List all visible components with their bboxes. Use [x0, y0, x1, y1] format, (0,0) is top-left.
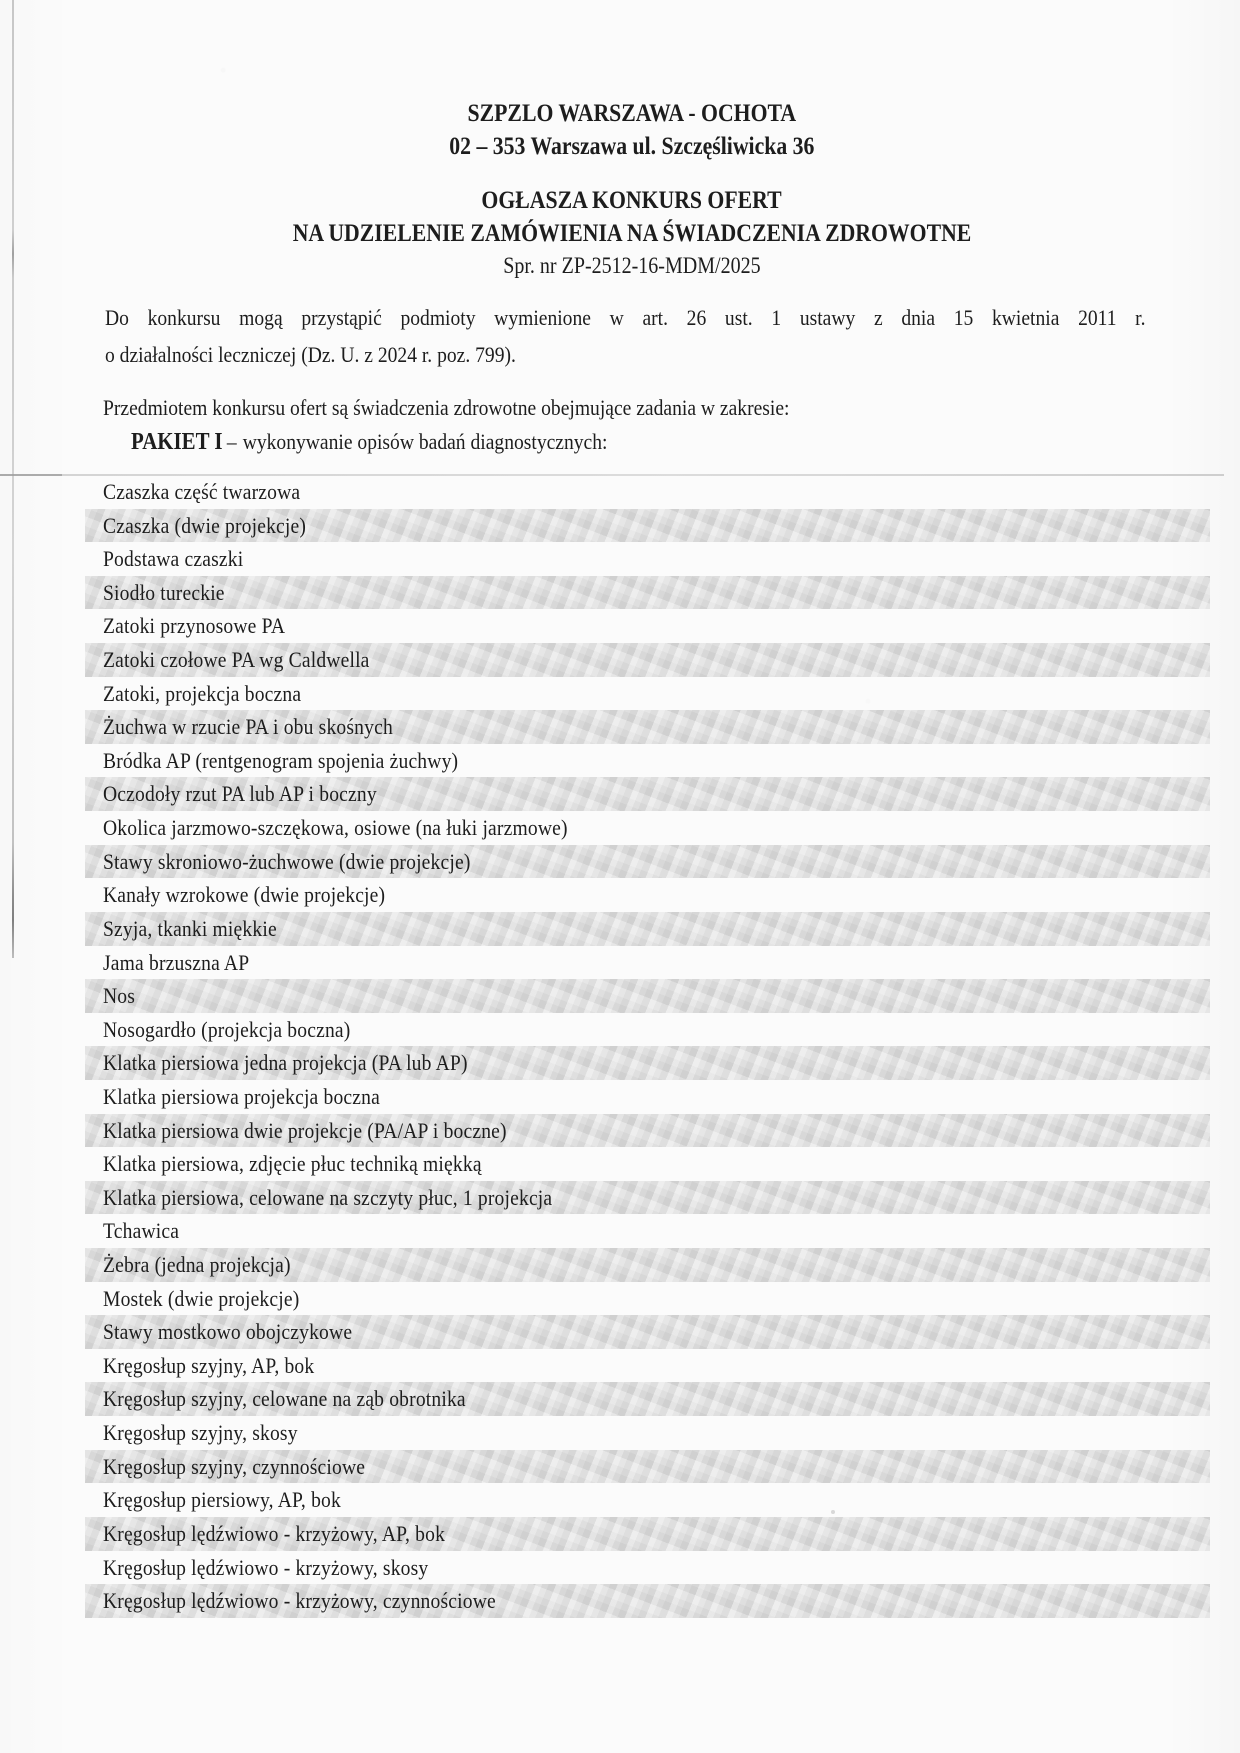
announcement-title: OGŁASZA KONKURS OFERT	[481, 187, 783, 214]
package-description: wykonywanie opisów badań diagnostycznych:	[242, 429, 608, 454]
procedure-label: Kręgosłup szyjny, celowane na ząb obrotnika	[103, 1386, 466, 1412]
intro-line-1: Do konkursu mogą przystąpić podmioty wymienione w art. 26 ust. 1 ustawy z dnia 15 kwietnia 2011 r.	[105, 305, 1146, 330]
procedure-label: Kręgosłup lędźwiowo - krzyżowy, skosy	[103, 1554, 429, 1580]
procedure-label: Czaszka część twarzowa	[103, 479, 301, 504]
procedure-label: Kręgosłup piersiowy, AP, bok	[103, 1487, 341, 1513]
procedure-label: Jama brzuszna AP	[103, 949, 250, 975]
procedure-label: Klatka piersiowa projekcja boczna	[103, 1083, 380, 1109]
procedure-row	[85, 1551, 1210, 1585]
procedure-row	[85, 878, 1210, 912]
procedure-row	[85, 1214, 1210, 1248]
procedure-label: Nos	[103, 983, 136, 1009]
procedure-label: Stawy mostkowo obojczykowe	[103, 1319, 353, 1345]
procedure-label: Zatoki czołowe PA wg Caldwella	[103, 647, 370, 673]
procedure-label: Okolica jarzmowo-szczękowa, osiowe (na łuki jarzmowe)	[103, 815, 568, 841]
procedure-label: Żuchwa w rzucie PA i obu skośnych	[103, 714, 393, 740]
procedure-row	[85, 744, 1210, 778]
procedure-label: Klatka piersiowa, celowane na szczyty płuc, 1 projekcja	[103, 1184, 553, 1210]
package-separator: –	[226, 429, 237, 454]
procedure-label: Szyja, tkanki miękkie	[103, 915, 277, 941]
procedure-row	[85, 1013, 1210, 1047]
procedure-row	[85, 845, 1210, 879]
procedure-row	[85, 1382, 1210, 1416]
procedure-row	[85, 475, 1210, 509]
procedure-label: Klatka piersiowa jedna projekcja (PA lub AP)	[103, 1050, 468, 1076]
procedure-row	[85, 912, 1210, 946]
procedure-row	[85, 542, 1210, 576]
procedure-label: Oczodoły rzut PA lub AP i boczny	[103, 781, 377, 807]
procedure-row	[85, 1517, 1210, 1551]
procedure-row	[85, 1248, 1210, 1282]
procedure-row	[85, 1282, 1210, 1316]
procedure-row	[85, 979, 1210, 1013]
package-line	[131, 427, 679, 457]
procedure-row	[85, 1416, 1210, 1450]
document-header	[24, 97, 1240, 282]
procedure-label: Kręgosłup lędźwiowo - krzyżowy, AP, bok	[103, 1520, 446, 1546]
intro-line-2: o działalności leczniczej (Dz. U. z 2024 r. poz. 799).	[105, 342, 516, 367]
procedure-label: Zatoki, projekcja boczna	[103, 680, 302, 706]
subject-line: Przedmiotem konkursu ofert są świadczenia zdrowotne obejmujące zadania w zakresie:	[103, 395, 790, 420]
procedure-row	[85, 1483, 1210, 1517]
procedure-row	[85, 1349, 1210, 1383]
procedure-label: Kręgosłup szyjny, czynnościowe	[103, 1453, 366, 1479]
procedure-row	[85, 946, 1210, 980]
intro-paragraph	[105, 299, 1240, 373]
procedure-row	[85, 677, 1210, 711]
procedure-row	[85, 509, 1210, 543]
spacer	[24, 163, 1240, 184]
procedure-label: Bródka AP (rentgenogram spojenia żuchwy)	[103, 747, 459, 773]
procedure-row	[85, 643, 1210, 677]
procedure-label: Kręgosłup szyjny, AP, bok	[103, 1352, 315, 1378]
procedure-label: Żebra (jedna projekcja)	[103, 1252, 291, 1278]
procedure-label: Siodło tureckie	[103, 579, 225, 605]
procedure-label: Kręgosłup lędźwiowo - krzyżowy, czynnościowe	[103, 1588, 496, 1614]
intro-paragraph-text	[105, 299, 1146, 373]
procedure-row	[85, 1080, 1210, 1114]
procedure-label: Podstawa czaszki	[103, 546, 244, 572]
procedure-label: Czaszka (dwie projekcje)	[103, 512, 307, 538]
procedure-row	[85, 811, 1210, 845]
scan-artifact-vertical-line	[12, 0, 14, 958]
procedure-row	[85, 777, 1210, 811]
procedure-row	[85, 1450, 1210, 1484]
procedure-label: Klatka piersiowa, zdjęcie płuc techniką miękką	[103, 1151, 482, 1177]
procedure-label: Kanały wzrokowe (dwie projekcje)	[103, 882, 386, 908]
procedure-row	[85, 609, 1210, 643]
procedure-row	[85, 710, 1210, 744]
procedure-label: Stawy skroniowo-żuchwowe (dwie projekcje)	[103, 848, 471, 874]
package-name: PAKIET I	[131, 429, 223, 455]
procedure-label: Tchawica	[103, 1218, 180, 1244]
organization-name: SZPZLO WARSZAWA - OCHOTA	[467, 100, 797, 127]
procedure-label: Zatoki przynosowe PA	[103, 613, 286, 639]
procedure-row	[85, 1114, 1210, 1148]
case-number: Spr. nr ZP-2512-16-MDM/2025	[503, 253, 761, 278]
procedure-label: Klatka piersiowa dwie projekcje (PA/AP i boczne)	[103, 1117, 507, 1143]
procedures-table	[85, 475, 1210, 1618]
procedure-row	[85, 1181, 1210, 1215]
procedure-label: Kręgosłup szyjny, skosy	[103, 1420, 298, 1446]
procedure-row	[85, 576, 1210, 610]
procedure-row	[85, 1147, 1210, 1181]
procedure-row	[85, 1584, 1210, 1618]
procedure-label: Nosogardło (projekcja boczna)	[103, 1016, 351, 1042]
announcement-subtitle: NA UDZIELENIE ZAMÓWIENIA NA ŚWIADCZENIA ZDROWOTNE	[292, 220, 972, 247]
organization-address: 02 – 353 Warszawa ul. Szczęśliwicka 36	[449, 133, 815, 160]
procedure-label: Mostek (dwie projekcje)	[103, 1285, 300, 1311]
procedure-row	[85, 1046, 1210, 1080]
procedure-row	[85, 1315, 1210, 1349]
